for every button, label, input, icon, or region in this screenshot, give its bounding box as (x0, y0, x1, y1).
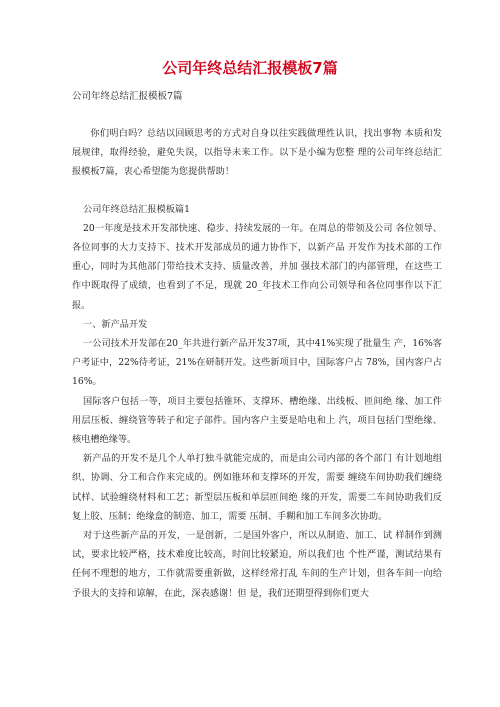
section-title: 公司年终总结汇报模板篇1 (83, 203, 190, 215)
body-paragraph: 一公司技术开发部在20_年共进行新产品开发37项，其中41%实现了批量生 产，16%客户考证中，22%待考证，21%在研制开发。这些新项目中，国际客户占 78%，国内客户占16%。 (72, 338, 442, 388)
body-paragraph: 对于这些新产品的开发，一是创新，二是国外客户，所以从制造、加工、试 样制作到测试，要求比较严格，技术难度比较高，时间比较紧迫，所以我们也 个性严谨，测试结果有任何不理想的地方，工作就需要重新做，这样经常打乱 车间的生产计划，但各车间一向给予很大的支持和谅解，在此，深表感谢！但 是，我们还期望得到你们更大 (72, 530, 442, 599)
section-heading: 一、新产品开发 (83, 318, 148, 330)
body-paragraph: 20一年度是技术开发部快速、稳步、持续发展的一年。在周总的带领及公司 各位领导、各位同事的大力支持下、技术开发部成员的通力协作下，以新产品 开发作为技术部的工作重心，同时为其他部门带给技术支持、质量改善，并加 强技术部门的内部管理，在这些工作中既取得了成绩，也看到了不足，现就 20_年技术工作向公司领导和各位同事作以下汇报。 (72, 222, 442, 311)
paragraph-gap (72, 182, 442, 200)
intro-paragraph: 你们明白吗？总结以回顾思考的方式对自身以往实践做理性认识，找出事物 本质和发展规律，取得经验，避免失误，以指导未来工作。以下是小编为您整 理的公司年终总结汇报模板7篇，衷心希望能为您提供帮助！ (72, 128, 442, 178)
body-paragraph: 新产品的开发不是几个人单打独斗就能完成的，而是由公司内部的各个部门 有计划地组织、协调、分工和合作来完成的。例如锥环和支撑环的开发，需要 缠绕车间协助我们缠绕试样、试验缠绕材料和工艺；新型层压板和单层匝间绝 缘的开发，需要二车间协助我们反复上胶、压制；绝缘盒的制造、加工，需要 压制、手糊和加工车间多次协助。 (72, 453, 442, 522)
document-title: 公司年终总结汇报模板7篇 (162, 59, 338, 77)
document-subtitle: 公司年终总结汇报模板7篇 (72, 91, 183, 102)
body-paragraph: 国际客户包括一等，项目主要包括锥环、支撑环、槽绝缘、出线板、匝间绝 缘、加工件用层压板、缠绕管等转子和定子部件。国内客户主要是哈电和上 汽，项目包括门型绝缘、核电槽绝缘等。 (72, 395, 442, 446)
